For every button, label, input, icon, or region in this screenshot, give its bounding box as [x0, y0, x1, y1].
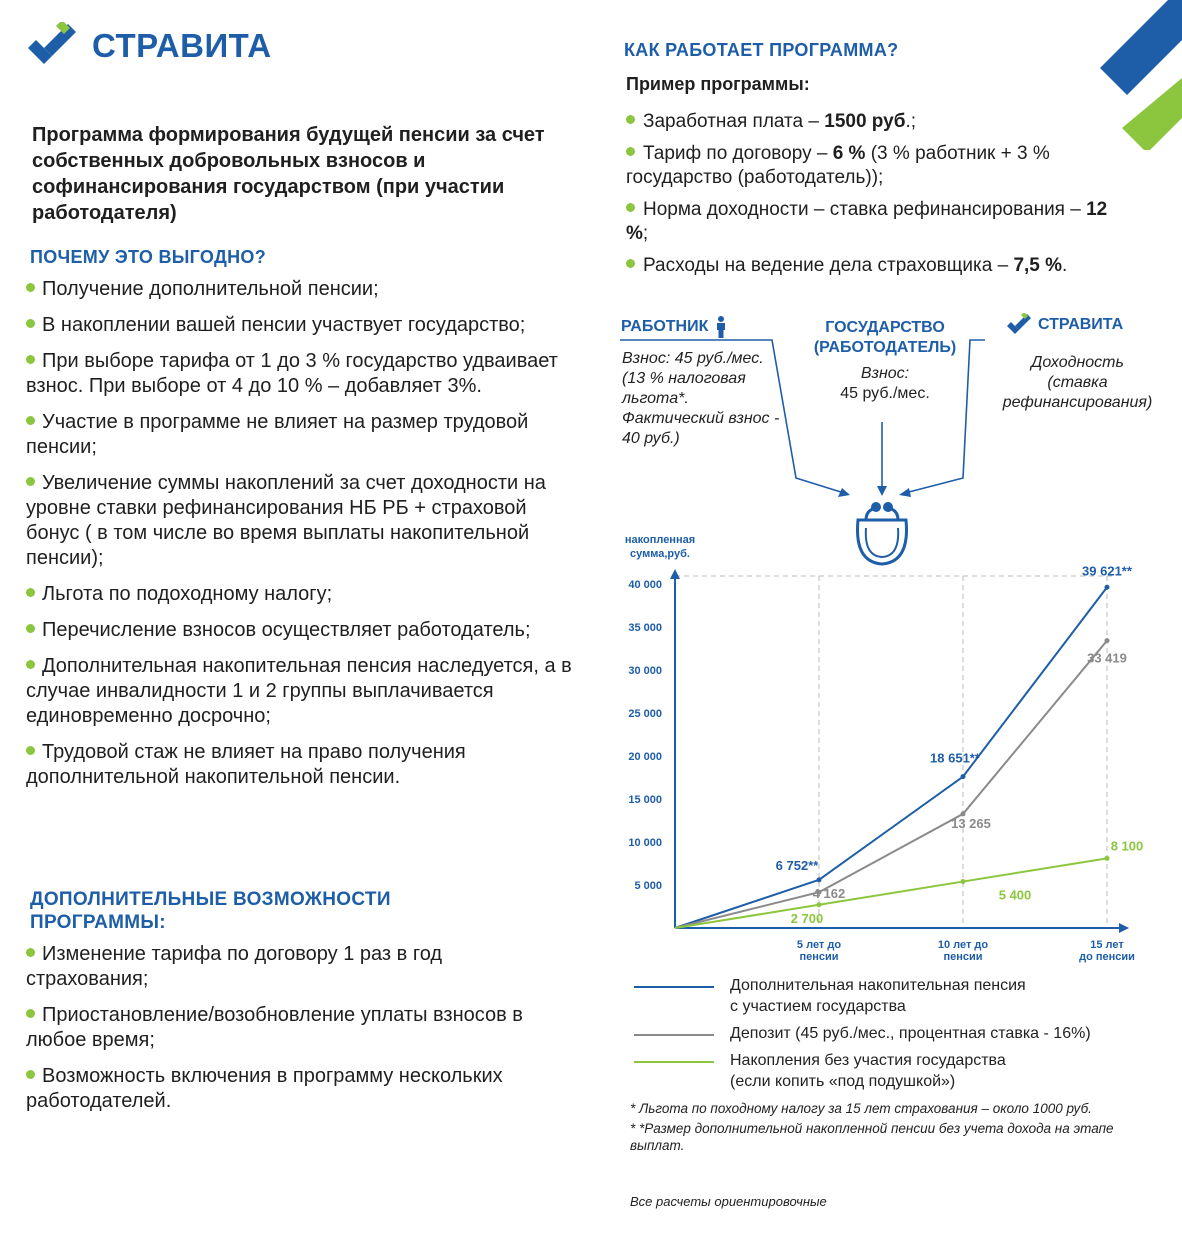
- legend-swatch: [634, 1034, 714, 1036]
- state-label: ГОСУДАРСТВО (РАБОТОДАТЕЛЬ): [813, 319, 957, 356]
- x-tick-label: 5 лет до пенсии: [796, 939, 842, 963]
- extra-list: [26, 942, 546, 1125]
- data-label: 18 651**: [930, 750, 980, 766]
- x-tick-label: 10 лет до пенсии: [937, 939, 989, 963]
- company-arrow: [905, 340, 985, 493]
- bullet-dot-icon: [26, 948, 35, 957]
- y-tick-label: 15 000: [628, 794, 662, 806]
- series-line: [675, 641, 1107, 928]
- why-title: ПОЧЕМУ ЭТО ВЫГОДНО?: [30, 247, 267, 267]
- footnotes: [630, 1100, 1150, 1157]
- x-tick-label: 15 лет до пенсии: [1079, 939, 1135, 963]
- bullet-dot-icon: [26, 1070, 35, 1079]
- legend-item: Депозит (45 руб./мес., процентная ставка - 16%): [634, 1023, 1174, 1044]
- bullet-dot-icon: [626, 115, 635, 124]
- list-item: Дополнительная накопительная пенсия наследуется, а в случае инвалидности 1 и 2 группы выплачивается единовременно досрочно;: [26, 655, 572, 727]
- bullet-dot-icon: [26, 416, 35, 425]
- list-item: Возможность включения в программу нескольких работодателей.: [26, 1065, 503, 1112]
- bullet-dot-icon: [26, 355, 35, 364]
- data-label: 6 752**: [775, 857, 819, 873]
- list-item: Участие в программе не влияет на размер трудовой пенсии;: [26, 411, 529, 458]
- data-point: [817, 877, 822, 882]
- list-item: Трудовой стаж не влияет на право получения дополнительной накопительной пенсии.: [26, 741, 466, 788]
- y-tick-label: 35 000: [628, 622, 662, 634]
- bullet-dot-icon: [26, 746, 35, 755]
- list-item: Расходы на ведение дела страховщика – 7,5 %.: [626, 254, 1126, 278]
- legend-swatch: [634, 1061, 714, 1063]
- why-list: [26, 277, 581, 801]
- company-label: СТРАВИТА: [1006, 313, 1123, 337]
- worker-desc: Взнос: 45 руб./мес. (13 % налоговая льгота*. Фактический взнос - 40 руб.): [622, 350, 780, 447]
- y-tick-label: 40 000: [628, 579, 662, 591]
- footnote: * Льгота по походному налогу за 15 лет страхования – около 1000 руб.: [630, 1101, 1092, 1116]
- data-label: 33 419: [1087, 650, 1127, 666]
- y-axis-label: накопленная: [624, 534, 696, 546]
- company-desc: Доходность (ставка рефинансирования): [1002, 354, 1153, 411]
- y-axis-label: сумма,руб.: [630, 548, 690, 560]
- data-label: 5 400: [998, 887, 1032, 903]
- list-item: Заработная плата – 1500 руб.;: [626, 110, 1126, 134]
- list-item: Изменение тарифа по договору 1 раз в год страхования;: [26, 943, 443, 990]
- worker-arrow: [620, 340, 844, 493]
- brand-name: СТРАВИТА: [92, 27, 272, 64]
- y-tick-label: 25 000: [628, 708, 662, 720]
- bullet-dot-icon: [26, 477, 35, 486]
- data-point: [1105, 585, 1110, 590]
- state-desc: Взнос: 45 руб./мес.: [840, 365, 930, 402]
- data-point: [1105, 856, 1110, 861]
- bullet-dot-icon: [626, 147, 635, 156]
- final-note: Все расчеты ориентировочные: [630, 1194, 827, 1209]
- list-item: Приостановление/возобновление уплаты взносов в любое время;: [26, 1004, 523, 1051]
- accumulation-chart: [600, 525, 1160, 970]
- y-axis-arrow-icon: [670, 569, 680, 579]
- series-line: [675, 858, 1107, 928]
- data-label: 8 100: [1110, 838, 1144, 854]
- series-line: [675, 587, 1107, 928]
- y-tick-label: 20 000: [628, 751, 662, 763]
- list-item: Получение дополнительной пенсии;: [26, 277, 581, 302]
- list-item: Перечисление взносов осуществляет работодатель;: [26, 618, 581, 643]
- bullet-dot-icon: [26, 624, 35, 633]
- bullet-dot-icon: [26, 283, 35, 292]
- list-item: Льгота по подоходному налогу;: [26, 582, 581, 607]
- bullet-dot-icon: [26, 319, 35, 328]
- worker-label: РАБОТНИК: [621, 316, 728, 338]
- data-label: 39 621**: [1082, 563, 1132, 579]
- data-point: [1105, 638, 1110, 643]
- extra-title: ДОПОЛНИТЕЛЬНЫЕ ВОЗМОЖНОСТИ ПРОГРАММЫ:: [30, 889, 391, 933]
- bullet-dot-icon: [26, 588, 35, 597]
- list-item: Увеличение суммы накоплений за счет доходности на уровне ставки рефинансирования НБ РБ + страховой бонус ( в том числе во время выплаты накопительной пенсии);: [26, 472, 546, 569]
- x-axis-arrow-icon: [1119, 923, 1129, 933]
- data-point: [961, 774, 966, 779]
- list-item: В накоплении вашей пенсии участвует государство;: [26, 313, 581, 338]
- legend-item: Накопления без участия государства (если копить «под подушкой»): [634, 1050, 1174, 1092]
- y-tick-label: 10 000: [628, 837, 662, 849]
- data-point: [817, 902, 822, 907]
- list-item: При выборе тарифа от 1 до 3 % государство удваивает взнос. При выборе от 4 до 10 % – добавляет 3%.: [26, 350, 558, 397]
- list-item: Тариф по договору – 6 % (3 % работник + 3 % государство (работодатель));: [626, 143, 1050, 188]
- bullet-dot-icon: [626, 203, 635, 212]
- brand-logo: [26, 22, 272, 70]
- bullet-dot-icon: [26, 660, 35, 669]
- data-point: [961, 879, 966, 884]
- bullet-dot-icon: [626, 259, 635, 268]
- example-list: [626, 110, 1126, 286]
- y-tick-label: 5 000: [634, 880, 662, 892]
- y-tick-label: 30 000: [628, 665, 662, 677]
- bullet-dot-icon: [26, 1009, 35, 1018]
- example-title: Пример программы:: [626, 74, 810, 94]
- legend-swatch: [634, 986, 714, 988]
- chart-legend: [634, 975, 1174, 1098]
- list-item: Норма доходности – ставка рефинансирования – 12 %;: [626, 199, 1108, 244]
- how-title: КАК РАБОТАЕТ ПРОГРАММА?: [624, 40, 899, 60]
- data-label: 2 700: [790, 910, 824, 926]
- intro-text: Программа формирования будущей пенсии за счет собственных добровольных взносов и софинансирования государством (при участии работодателя): [32, 124, 545, 224]
- data-label: 13 265: [951, 815, 991, 831]
- checkmark-logo-icon: [26, 22, 78, 70]
- footnote: * *Размер дополнительной накопленной пенсии без учета дохода на этапе выплат.: [630, 1121, 1114, 1153]
- data-label: 4 162: [812, 886, 846, 902]
- legend-item: Дополнительная накопительная пенсия с участием государства: [634, 975, 1174, 1017]
